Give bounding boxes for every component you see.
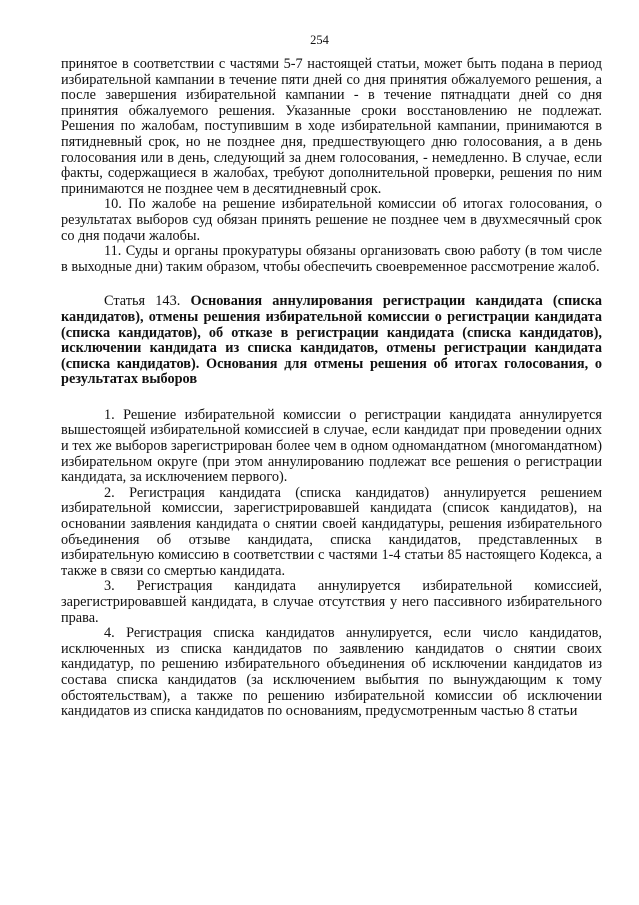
clause-4: 4. Регистрация списка кандидатов аннулируется, если число кандидатов, исключенных из списка кандидатов по заявлению кандидатов о снятии своих кандидатур, по решению избирательного объединения об исключении кандидатов из состава списка кандидатов (за исключением выбытия по вынуждающим к тому обстоятельствам), а также по решению избирательной комиссии об исключении кандидатов из списка кандидатов по основаниям, предусмотренным частью 8 статьи: [61, 625, 602, 720]
clause-3: 3. Регистрация кандидата аннулируется избирательной комиссией, зарегистрировавшей кандидата, в случае отсутствия у него пассивного избирательного права.: [61, 578, 602, 626]
article-title: Основания аннулирования регистрации кандидата (списка кандидатов), отмены решения избирательной комиссии о регистрации кандидата (списка кандидатов), об отказе в регистрации кандидата (списка кандидатов), исключении кандидата из списка кандидатов, отмены регистрации кандидата (списка кандидатов). Основания для отмены решения об итогах голосования, о результатах выборов: [61, 293, 602, 388]
spacer: [61, 388, 602, 408]
article-heading: [61, 294, 602, 388]
paragraph-10: 10. По жалобе на решение избирательной комиссии об итогах голосования, о результатах выборов суд обязан принять решение не позднее чем в двухмесячный срок со дня подачи жалобы.: [61, 196, 602, 244]
clause-2: 2. Регистрация кандидата (списка кандидатов) аннулируется решением избирательной комиссии, зарегистрировавшей кандидата (список кандидатов), на основании заявления кандидата о снятии своей кандидатуры, решения избирательного объединения об отзыве кандидата, списка кандидатов, представленных в избирательную комиссию в соответствии с частями 1-4 статьи 85 настоящего Кодекса, а также в связи со смертью кандидата.: [61, 484, 602, 579]
continuation-paragraph: принятое в соответствии с частями 5-7 настоящей статьи, может быть подана в период избирательной кампании в течение пяти дней со дня принятия обжалуемого решения, а после завершения избирательной кампании - в течение пятнадцати дней со дня принятия обжалуемого решения. Указанные сроки восстановлению не подлежат. Решения по жалобам, поступившим в ходе избирательной кампании, принимаются в пятидневный срок, но не позднее дня, предшествующего дню голосования, а в день голосования или в день, следующий за днем голосования, - немедленно. В случае, если факты, содержащиеся в жалобах, требуют дополнительной проверки, решения по ним принимаются не позднее чем в десятидневный срок.: [61, 56, 602, 197]
clause-1: 1. Решение избирательной комиссии о регистрации кандидата аннулируется вышестоящей избирательной комиссией в случае, если кандидат при проведении одних и тех же выборов зарегистрирован более чем в одном одномандатном (многомандатном) избирательном округе (при этом аннулированию подлежат все решения о регистрации кандидата, за исключением первого).: [61, 406, 602, 486]
paragraph-11: 11. Суды и органы прокуратуры обязаны организовать свою работу (в том числе в выходные дни) таким образом, чтобы обеспечить своевременное рассмотрение жалоб.: [61, 243, 602, 275]
page-number: 254: [310, 33, 329, 47]
article-number: Статья 143.: [104, 293, 191, 310]
document-body: [61, 57, 602, 720]
spacer: [61, 275, 602, 294]
